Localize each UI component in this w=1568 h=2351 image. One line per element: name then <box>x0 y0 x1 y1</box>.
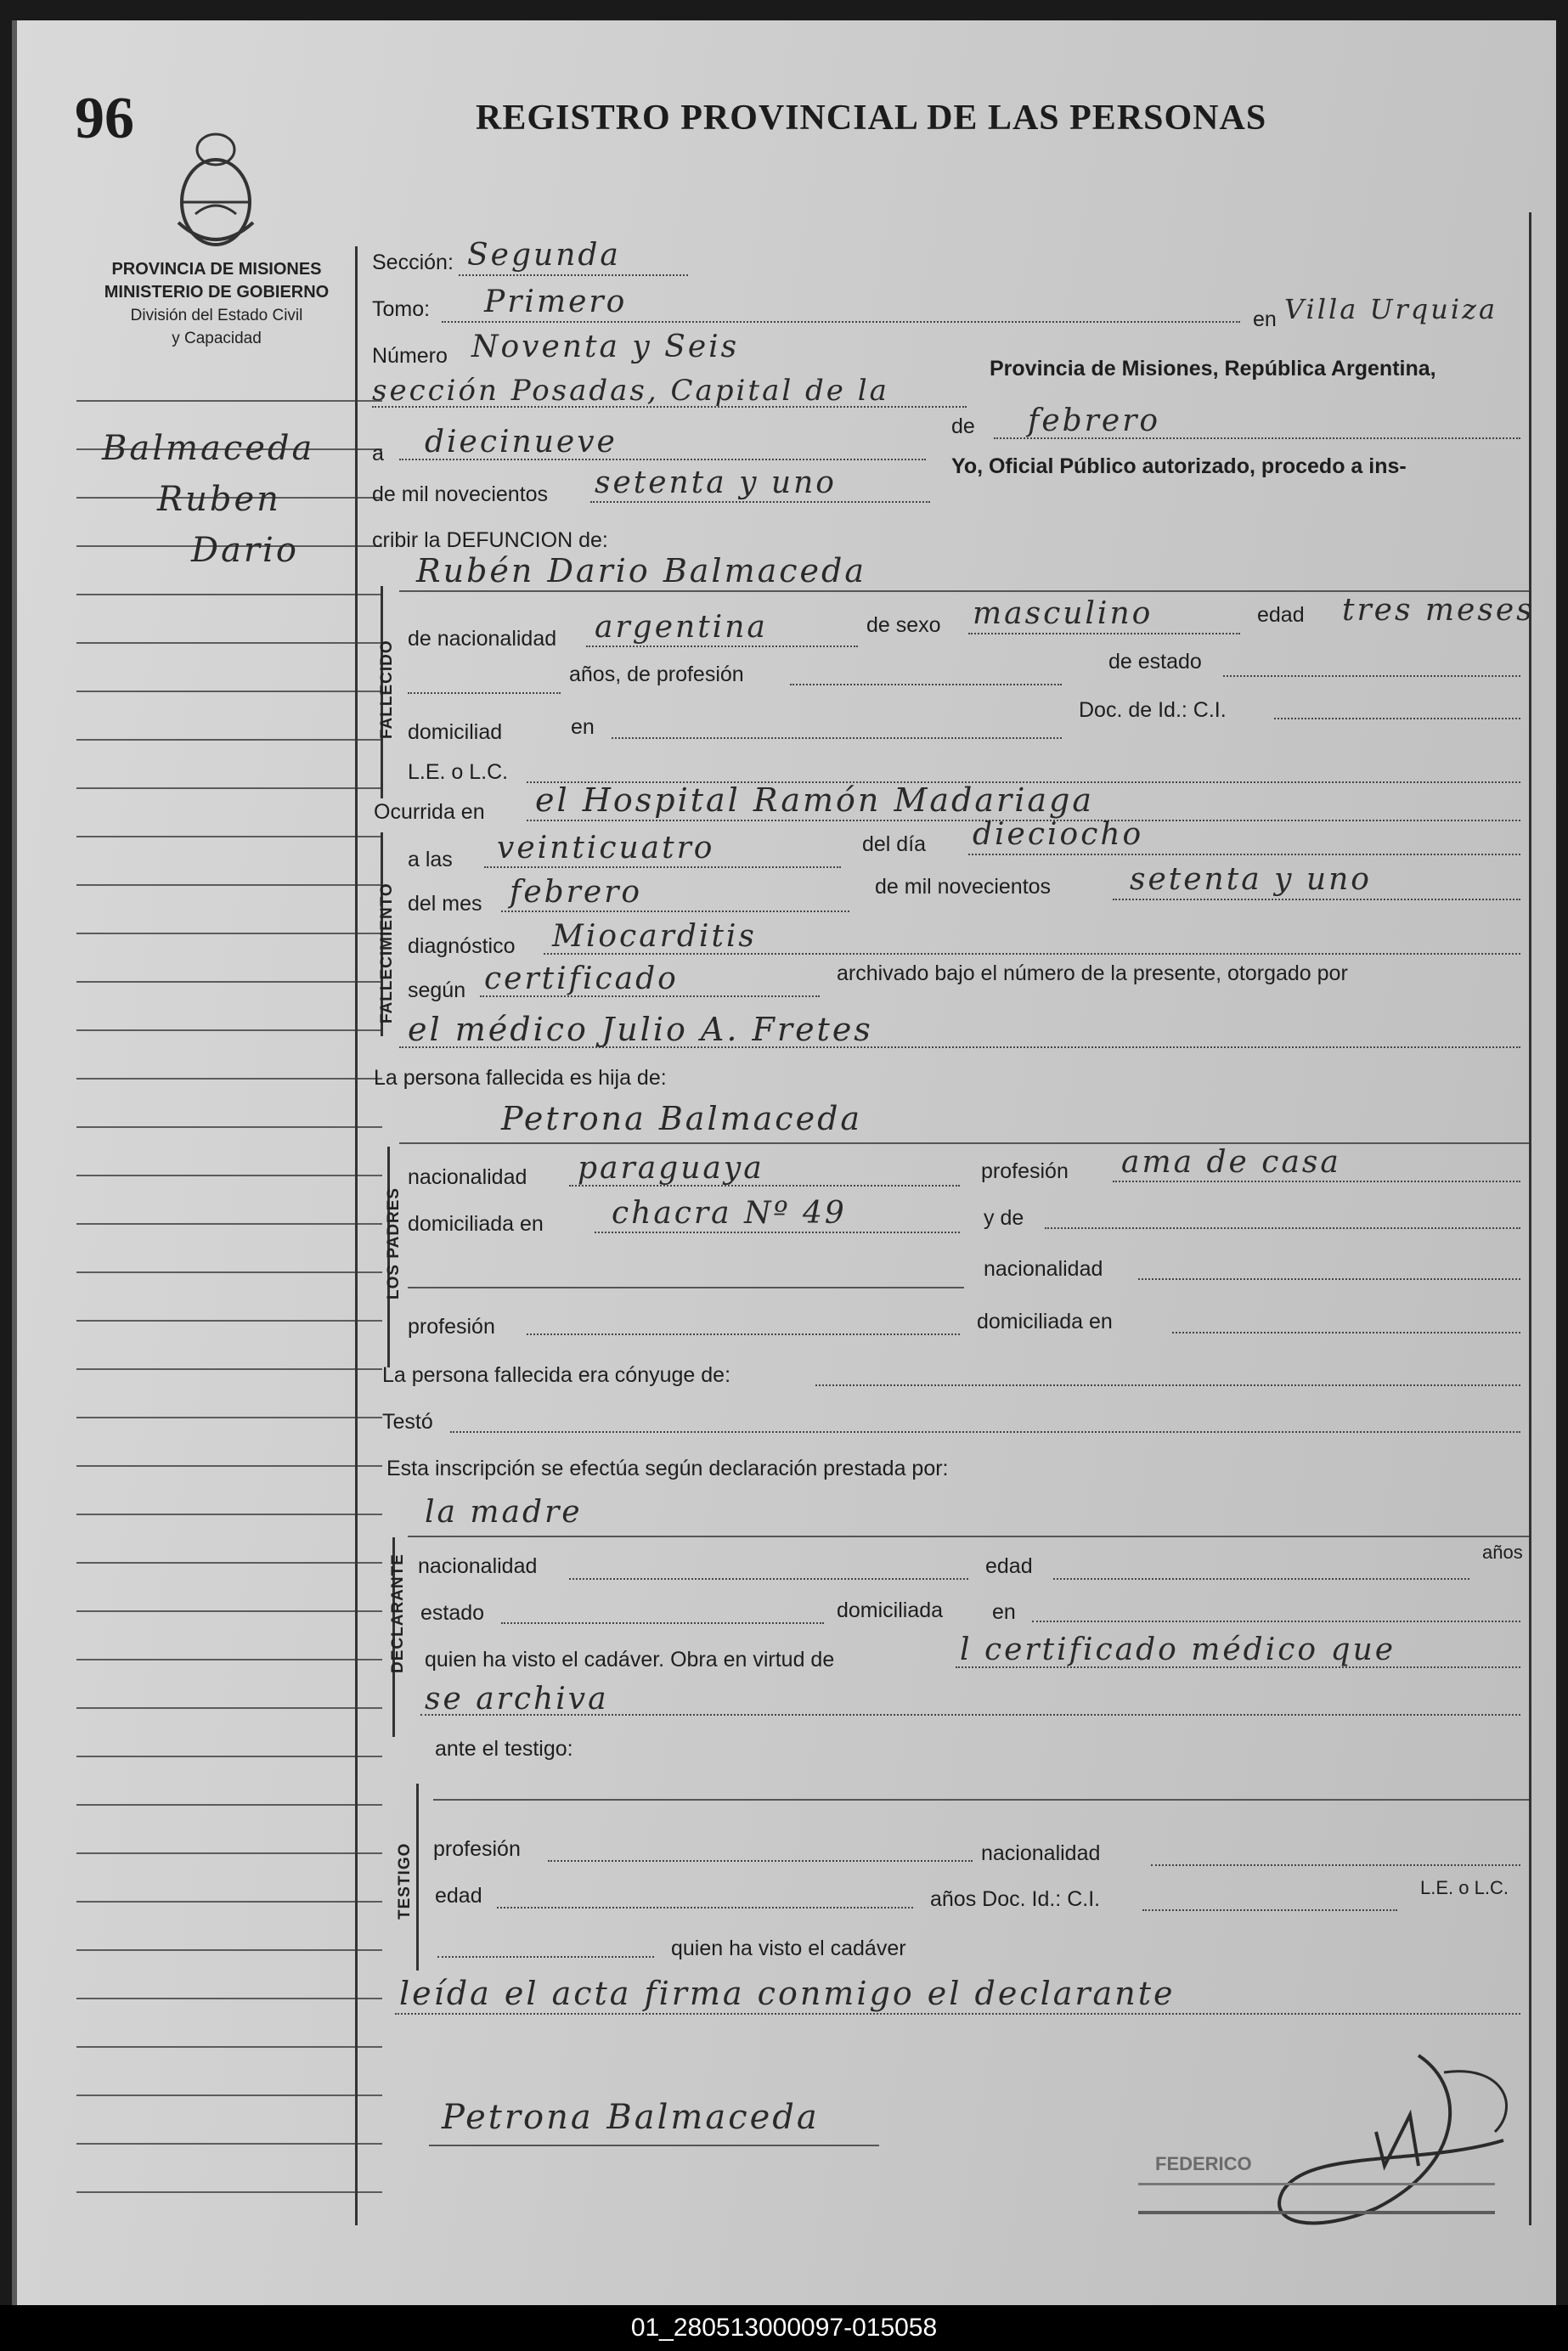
line-de-mes <box>994 437 1520 439</box>
line-medico <box>399 1046 1520 1048</box>
margin-second-name: Dario <box>191 531 299 570</box>
value-mes: febrero <box>510 875 643 910</box>
label-archivado: archivado bajo el número de la presente, otorgado por <box>837 961 1348 985</box>
label-ante-testigo: ante el testigo: <box>435 1737 573 1761</box>
side-label-padres: LOS PADRES <box>385 1187 403 1300</box>
value-madre-profesion: ama de casa <box>1121 1145 1341 1180</box>
value-segun: certificado <box>484 961 679 996</box>
side-label-testigo: TESTIGO <box>396 1842 414 1920</box>
line-a <box>399 459 926 460</box>
line-domicilio <box>612 737 1062 739</box>
side-label-fallecido: FALLECIDO <box>378 640 396 739</box>
label-de-mil-nov: de mil novecientos <box>875 875 1052 899</box>
label-testigo-profesion: profesión <box>433 1837 521 1861</box>
frame-left-line <box>355 246 358 2225</box>
value-en: Villa Urquiza <box>1284 293 1498 325</box>
value-edad: tres meses <box>1342 593 1535 628</box>
value-ano: setenta y uno <box>1130 862 1372 897</box>
line-padre-profesion <box>527 1333 960 1335</box>
value-sexo: masculino <box>973 596 1153 631</box>
line-tomo <box>442 321 1240 323</box>
agency-block <box>59 258 374 350</box>
agency-capacity: y Capacidad <box>172 330 262 347</box>
label-testo: Testó <box>382 1410 433 1434</box>
label-decl-anos: años <box>1482 1542 1523 1563</box>
label-yo: Yo, Oficial Público autorizado, procedo a ins- <box>951 454 1407 478</box>
value-a-dia: diecinueve <box>425 425 618 459</box>
label-de-sexo: de sexo <box>866 613 941 637</box>
line-segun <box>480 995 820 997</box>
value-madre: Petrona Balmaceda <box>501 1100 863 1137</box>
line-conyuge <box>815 1384 1520 1386</box>
page-number: 96 <box>75 86 134 151</box>
agency-province: PROVINCIA DE MISIONES <box>111 260 322 279</box>
line-localidad <box>372 406 967 408</box>
line-anos <box>408 692 561 694</box>
side-label-fallecimiento: FALLECIMIENTO <box>378 882 396 1023</box>
line-madre <box>399 1142 1529 1144</box>
label-domiciliado: domiciliad <box>408 720 503 744</box>
value-dia: dieciocho <box>973 817 1144 852</box>
line-a-las <box>484 866 841 868</box>
line-padre-domicilio <box>1172 1332 1520 1333</box>
value-seccion-localidad: sección Posadas, Capital de la <box>372 374 889 408</box>
label-decl-domiciliada: domiciliada <box>837 1598 944 1622</box>
signature-petrona: Petrona Balmaceda <box>442 2098 820 2137</box>
label-testigo-doc: años Doc. Id.: C.I. <box>930 1887 1101 1911</box>
label-quien-visto: quien ha visto el cadáver. Obra en virtud de <box>425 1648 835 1672</box>
line-leida <box>395 2013 1520 2015</box>
label-anos-profesion: años, de profesión <box>569 662 744 686</box>
label-doc: Doc. de Id.: C.I. <box>1079 698 1227 722</box>
label-testigo-nacionalidad: nacionalidad <box>981 1841 1101 1865</box>
line-madre-profesion <box>1113 1181 1520 1182</box>
label-ocurrida: Ocurrida en <box>374 800 485 824</box>
coat-of-arms-icon <box>170 129 262 257</box>
label-padre-nacionalidad: nacionalidad <box>984 1257 1103 1281</box>
value-medico: el médico Julio A. Fretes <box>408 1011 873 1048</box>
line-seccion <box>459 274 688 276</box>
value-leida: leída el acta firma conmigo el declarante <box>399 1975 1176 2012</box>
label-domiciliada-en: domiciliada en <box>408 1212 544 1236</box>
label-madre-profesion: profesión <box>981 1159 1069 1183</box>
label-numero: Número <box>372 344 448 368</box>
line-doc <box>1274 718 1520 719</box>
label-dom-en: en <box>571 715 595 739</box>
label-padre-profesion: profesión <box>408 1315 495 1339</box>
document-title: REGISTRO PROVINCIAL DE LAS PERSONAS <box>476 99 1267 138</box>
value-madre-nacionalidad: paraguaya <box>578 1151 764 1186</box>
label-decl-nacionalidad: nacionalidad <box>418 1554 538 1578</box>
value-a-las: veinticuatro <box>497 831 715 865</box>
line-declarante <box>408 1536 1529 1537</box>
label-en: en <box>1253 307 1277 331</box>
value-tomo: Primero <box>484 285 628 319</box>
value-nacionalidad: argentina <box>595 610 768 645</box>
line-estado <box>1223 675 1520 677</box>
line-padre-2 <box>408 1287 964 1288</box>
label-padre-domiciliada: domiciliada en <box>977 1310 1113 1333</box>
label-de: de <box>951 414 975 438</box>
testigo-box-line <box>416 1784 419 1970</box>
label-decl-edad: edad <box>985 1554 1033 1578</box>
line-ano <box>1113 899 1520 900</box>
label-decl-en: en <box>992 1600 1016 1624</box>
margin-surname: Balmaceda <box>102 429 315 468</box>
value-diagnostico: Miocarditis <box>552 919 757 954</box>
label-testigo-quien: quien ha visto el cadáver <box>671 1937 906 1960</box>
label-del-dia: del día <box>862 832 927 856</box>
value-seccion: Segunda <box>467 238 621 273</box>
line-testigo <box>433 1799 1529 1801</box>
label-hija-de: La persona fallecida es hija de: <box>374 1066 667 1090</box>
line-profesion <box>790 684 1062 685</box>
label-cribir: cribir la DEFUNCION de: <box>372 528 608 552</box>
value-ocurrida: el Hospital Ramón Madariaga <box>535 781 1094 819</box>
line-padre <box>1045 1227 1520 1229</box>
line-madre-domicilio <box>595 1232 960 1233</box>
line-padre-nacionalidad <box>1138 1278 1520 1280</box>
margin-ruling <box>76 399 382 2217</box>
value-de-mes: febrero <box>1028 403 1161 438</box>
label-de-estado: de estado <box>1108 650 1202 674</box>
margin-first-name: Ruben <box>157 480 281 519</box>
label-inscripcion: Esta inscripción se efectúa según declaración prestada por: <box>386 1457 949 1480</box>
label-tomo: Tomo: <box>372 297 431 321</box>
label-testigo-edad: edad <box>435 1884 482 1908</box>
stamp-box <box>1138 2183 1495 2214</box>
line-testigo-nacionalidad <box>1151 1864 1520 1866</box>
label-segun: según <box>408 978 466 1002</box>
label-conyuge: La persona fallecida era cónyuge de: <box>382 1363 731 1387</box>
stamp-text: FEDERICO <box>1155 2153 1252 2174</box>
line-sexo <box>968 633 1240 634</box>
line-decl-nacionalidad <box>569 1578 968 1580</box>
line-nacionalidad <box>586 646 858 647</box>
frame-right-line <box>1529 212 1531 2225</box>
line-diagnostico <box>544 953 1520 955</box>
line-decl-estado <box>501 1622 824 1624</box>
label-decl-estado: estado <box>420 1601 485 1625</box>
label-le-lc: L.E. o L.C. <box>408 760 509 784</box>
label-testigo-le-lc: L.E. o L.C. <box>1420 1877 1509 1898</box>
label-diagnostico: diagnóstico <box>408 934 516 958</box>
line-decl-edad <box>1053 1578 1469 1580</box>
label-seccion: Sección: <box>372 251 454 274</box>
side-label-declarante: DECLARANTE <box>389 1553 407 1673</box>
label-y-de: y de <box>984 1206 1024 1230</box>
line-testo <box>450 1431 1520 1433</box>
value-certificado-2: se archiva <box>425 1682 609 1717</box>
label-a-las: a las <box>408 848 453 871</box>
line-signature <box>429 2145 879 2146</box>
label-del-mes: del mes <box>408 892 482 916</box>
line-madre-nacionalidad <box>569 1185 960 1187</box>
line-testigo-edad <box>497 1907 913 1908</box>
line-certificado-2 <box>420 1714 1520 1716</box>
line-mil <box>590 501 930 503</box>
value-nombre: Rubén Dario Balmaceda <box>416 552 867 589</box>
label-de-mil: de mil novecientos <box>372 482 549 506</box>
line-decl-domicilio <box>1032 1621 1520 1622</box>
line-dia <box>968 854 1520 855</box>
line-testigo-nombre <box>437 1956 654 1958</box>
label-edad: edad <box>1257 603 1305 627</box>
value-numero: Noventa y Seis <box>471 330 740 364</box>
value-madre-domicilio: chacra Nº 49 <box>612 1196 847 1231</box>
line-testigo-doc <box>1142 1909 1397 1911</box>
value-declarante: la madre <box>425 1495 583 1530</box>
label-de-nacionalidad: de nacionalidad <box>408 627 557 651</box>
agency-division: División del Estado Civil <box>130 307 303 324</box>
document-id-footer: 01_280513000097-015058 <box>0 2305 1568 2351</box>
line-mes <box>501 911 849 912</box>
value-certificado: l certificado médico que <box>960 1632 1396 1667</box>
value-mil: setenta y uno <box>595 465 837 500</box>
label-provincia: Provincia de Misiones, República Argentina, <box>990 357 1436 381</box>
label-madre-nacionalidad: nacionalidad <box>408 1165 527 1189</box>
line-nombre <box>399 590 1529 592</box>
line-testigo-profesion <box>548 1860 973 1862</box>
agency-ministry: MINISTERIO DE GOBIERNO <box>104 283 330 302</box>
line-certificado <box>956 1666 1520 1668</box>
label-a: a <box>372 442 384 465</box>
